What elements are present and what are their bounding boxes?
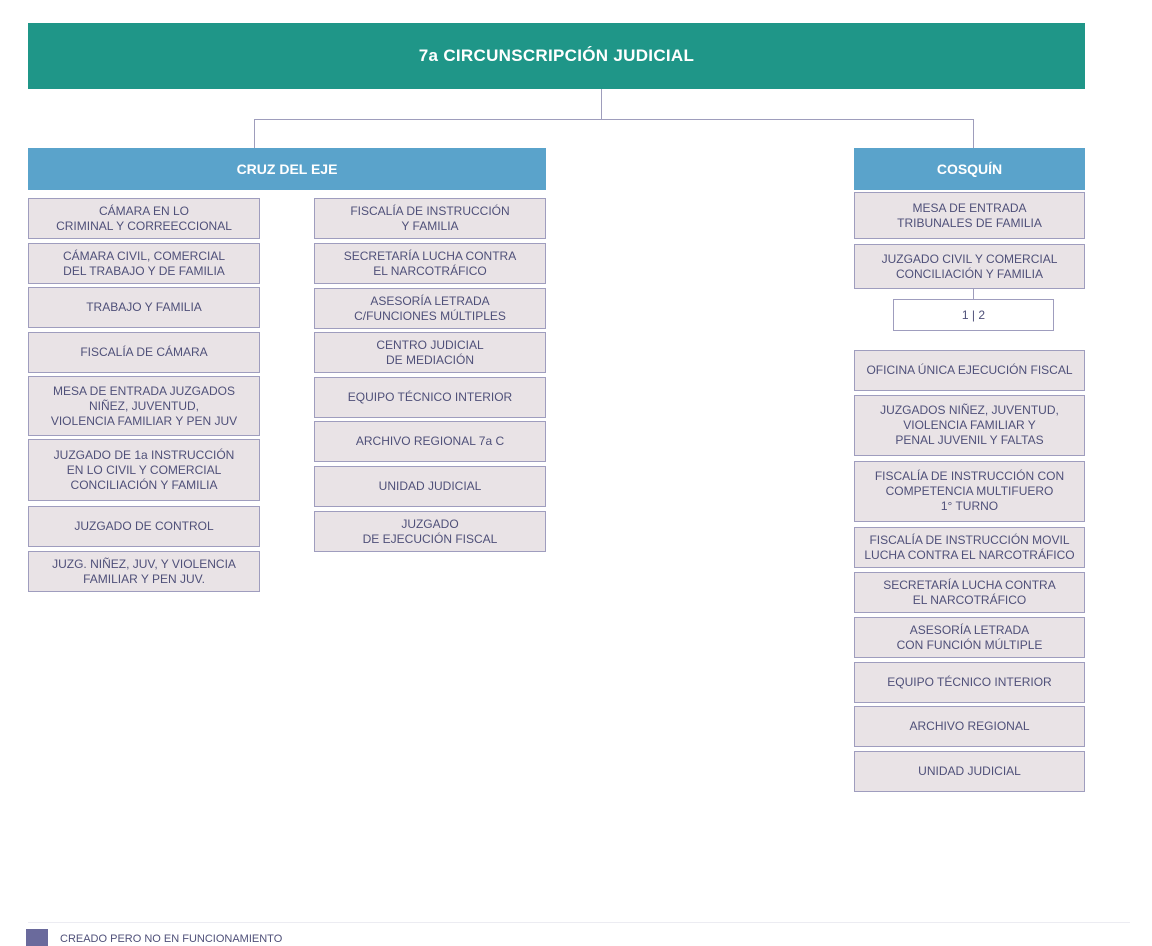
cruz-del-eje-col2-item-5: EQUIPO TÉCNICO INTERIOR — [314, 377, 546, 418]
cruz-del-eje-col1-item-7: JUZGADO DE CONTROL — [28, 506, 260, 547]
connector-trunk — [601, 89, 602, 120]
cosquin-item-7: EQUIPO TÉCNICO INTERIOR — [854, 662, 1085, 703]
connector-cruz-del-eje — [254, 119, 255, 149]
circunscripcion-title: 7a CIRCUNSCRIPCIÓN JUDICIAL — [28, 23, 1085, 89]
cosquin-item-2: JUZGADOS NIÑEZ, JUVENTUD, VIOLENCIA FAMILIAR Y PENAL JUVENIL Y FALTAS — [854, 395, 1085, 456]
legend-swatch — [26, 929, 48, 946]
cosquin-item-5: SECRETARÍA LUCHA CONTRA EL NARCOTRÁFICO — [854, 572, 1085, 613]
cosquin-juzgado-numbers: 1 | 2 — [893, 299, 1054, 331]
cruz-del-eje-col2-item-2: SECRETARÍA LUCHA CONTRA EL NARCOTRÁFICO — [314, 243, 546, 284]
cruz-del-eje-col1-item-1: CÁMARA EN LO CRIMINAL Y CORREECCIONAL — [28, 198, 260, 239]
cosquin-top-item-1: MESA DE ENTRADA TRIBUNALES DE FAMILIA — [854, 192, 1085, 239]
cruz-del-eje-col2-item-1: FISCALÍA DE INSTRUCCIÓN Y FAMILIA — [314, 198, 546, 239]
cruz-del-eje-col1-item-8: JUZG. NIÑEZ, JUV, Y VIOLENCIA FAMILIAR Y PEN JUV. — [28, 551, 260, 592]
cosquin-item-9: UNIDAD JUDICIAL — [854, 751, 1085, 792]
cruz-del-eje-col2-item-6: ARCHIVO REGIONAL 7a C — [314, 421, 546, 462]
legend-label: CREADO PERO NO EN FUNCIONAMIENTO — [60, 933, 283, 945]
cruz-del-eje-col2-item-3: ASESORÍA LETRADA C/FUNCIONES MÚLTIPLES — [314, 288, 546, 329]
cruz-del-eje-col1-item-5: MESA DE ENTRADA JUZGADOS NIÑEZ, JUVENTUD, VIOLENCIA FAMILIAR Y PEN JUV — [28, 376, 260, 436]
cosquin-item-8: ARCHIVO REGIONAL — [854, 706, 1085, 747]
cosquin-item-4: FISCALÍA DE INSTRUCCIÓN MOVIL LUCHA CONTRA EL NARCOTRÁFICO — [854, 527, 1085, 568]
cruz-del-eje-col2-item-8: JUZGADO DE EJECUCIÓN FISCAL — [314, 511, 546, 552]
cosquin-item-6: ASESORÍA LETRADA CON FUNCIÓN MÚLTIPLE — [854, 617, 1085, 658]
connector-cosquin — [973, 119, 974, 149]
cruz-del-eje-col1-item-6: JUZGADO DE 1a INSTRUCCIÓN EN LO CIVIL Y COMERCIAL CONCILIACIÓN Y FAMILIA — [28, 439, 260, 501]
cosquin-item-3: FISCALÍA DE INSTRUCCIÓN CON COMPETENCIA MULTIFUERO 1° TURNO — [854, 461, 1085, 522]
cruz-del-eje-col1-item-2: CÁMARA CIVIL, COMERCIAL DEL TRABAJO Y DE FAMILIA — [28, 243, 260, 284]
connector-horizontal — [254, 119, 974, 120]
cruz-del-eje-col2-item-7: UNIDAD JUDICIAL — [314, 466, 546, 507]
branch-cruz-del-eje: CRUZ DEL EJE — [28, 148, 546, 190]
legend-divider — [28, 922, 1130, 923]
cosquin-top-item-2: JUZGADO CIVIL Y COMERCIAL CONCILIACIÓN Y FAMILIA — [854, 244, 1085, 289]
cruz-del-eje-col1-item-4: FISCALÍA DE CÁMARA — [28, 332, 260, 373]
branch-cosquin: COSQUÍN — [854, 148, 1085, 190]
cosquin-item-1: OFICINA ÚNICA EJECUCIÓN FISCAL — [854, 350, 1085, 391]
cruz-del-eje-col2-item-4: CENTRO JUDICIAL DE MEDIACIÓN — [314, 332, 546, 373]
cruz-del-eje-col1-item-3: TRABAJO Y FAMILIA — [28, 287, 260, 328]
